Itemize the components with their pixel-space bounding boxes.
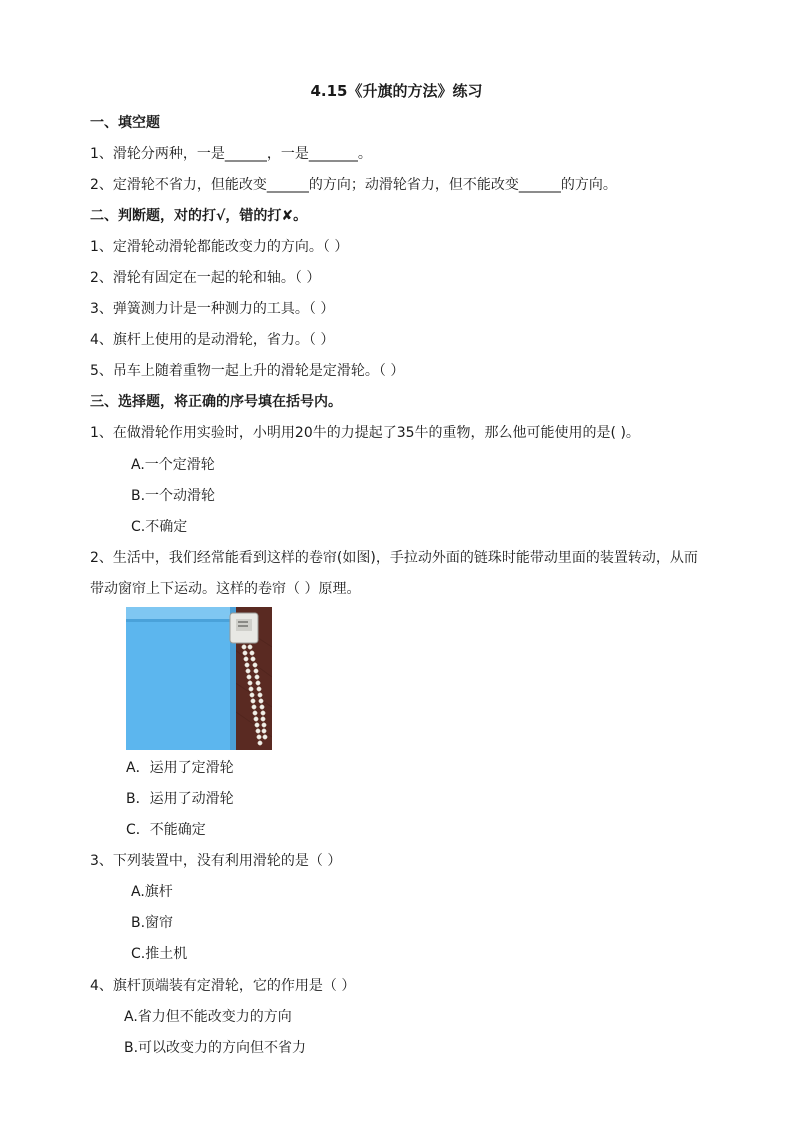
- choice-question-1-stem: 1、在做滑轮作用实验时，小明用20牛的力提起了35牛的重物，那么他可能使用的是( )。: [90, 425, 640, 441]
- fill-blank-question-1: 1、滑轮分两种，一是______，一是_______。: [90, 146, 372, 162]
- page-title: 4.15《升旗的方法》练习: [310, 82, 483, 100]
- fill-blank-question-2: 2、定滑轮不省力，但能改变______的方向；动滑轮省力，但不能改变______的方向。: [90, 177, 617, 193]
- roller-blind-image: [126, 607, 272, 750]
- choice-question-3-stem: 3、下列装置中，没有利用滑轮的是（ ）: [90, 853, 342, 869]
- true-false-item-3: 3、弹簧测力计是一种测力的工具。（ ）: [90, 301, 335, 317]
- section-heading-fill-blank: 一、填空题: [90, 115, 160, 131]
- section-heading-true-false: 二、判断题，对的打√，错的打✘。: [90, 208, 308, 224]
- choice-question-2-option-a: A．运用了定滑轮: [126, 760, 234, 776]
- section-heading-multiple-choice: 三、选择题，将正确的序号填在括号内。: [90, 394, 342, 410]
- true-false-item-5: 5、吊车上随着重物一起上升的滑轮是定滑轮。（ ）: [90, 363, 405, 379]
- choice-question-4-stem: 4、旗杆顶端装有定滑轮，它的作用是（ ）: [90, 978, 356, 994]
- choice-question-2-option-c: C．不能确定: [126, 822, 206, 838]
- choice-question-4-option-a: A.省力但不能改变力的方向: [124, 1009, 292, 1025]
- choice-question-2-stem-line-2: 带动窗帘上下运动。这样的卷帘（ ）原理。: [90, 581, 361, 597]
- choice-question-3-option-a: A.旗杆: [131, 884, 173, 900]
- true-false-item-4: 4、旗杆上使用的是动滑轮，省力。（ ）: [90, 332, 335, 348]
- choice-question-1-option-a: A.一个定滑轮: [131, 457, 215, 473]
- true-false-item-1: 1、定滑轮动滑轮都能改变力的方向。（ ）: [90, 239, 349, 255]
- true-false-item-2: 2、滑轮有固定在一起的轮和轴。（ ）: [90, 270, 321, 286]
- choice-question-1-option-b: B.一个动滑轮: [131, 488, 216, 504]
- choice-question-4-option-b: B.可以改变力的方向但不省力: [124, 1040, 307, 1056]
- choice-question-2-option-b: B．运用了动滑轮: [126, 791, 234, 807]
- choice-question-3-option-c: C.推土机: [131, 946, 188, 962]
- choice-question-2-stem-line-1: 2、生活中，我们经常能看到这样的卷帘(如图)，手拉动外面的链珠时能带动里面的装置转动，从而: [90, 550, 698, 566]
- choice-question-1-option-c: C.不确定: [131, 519, 188, 535]
- choice-question-3-option-b: B.窗帘: [131, 915, 174, 931]
